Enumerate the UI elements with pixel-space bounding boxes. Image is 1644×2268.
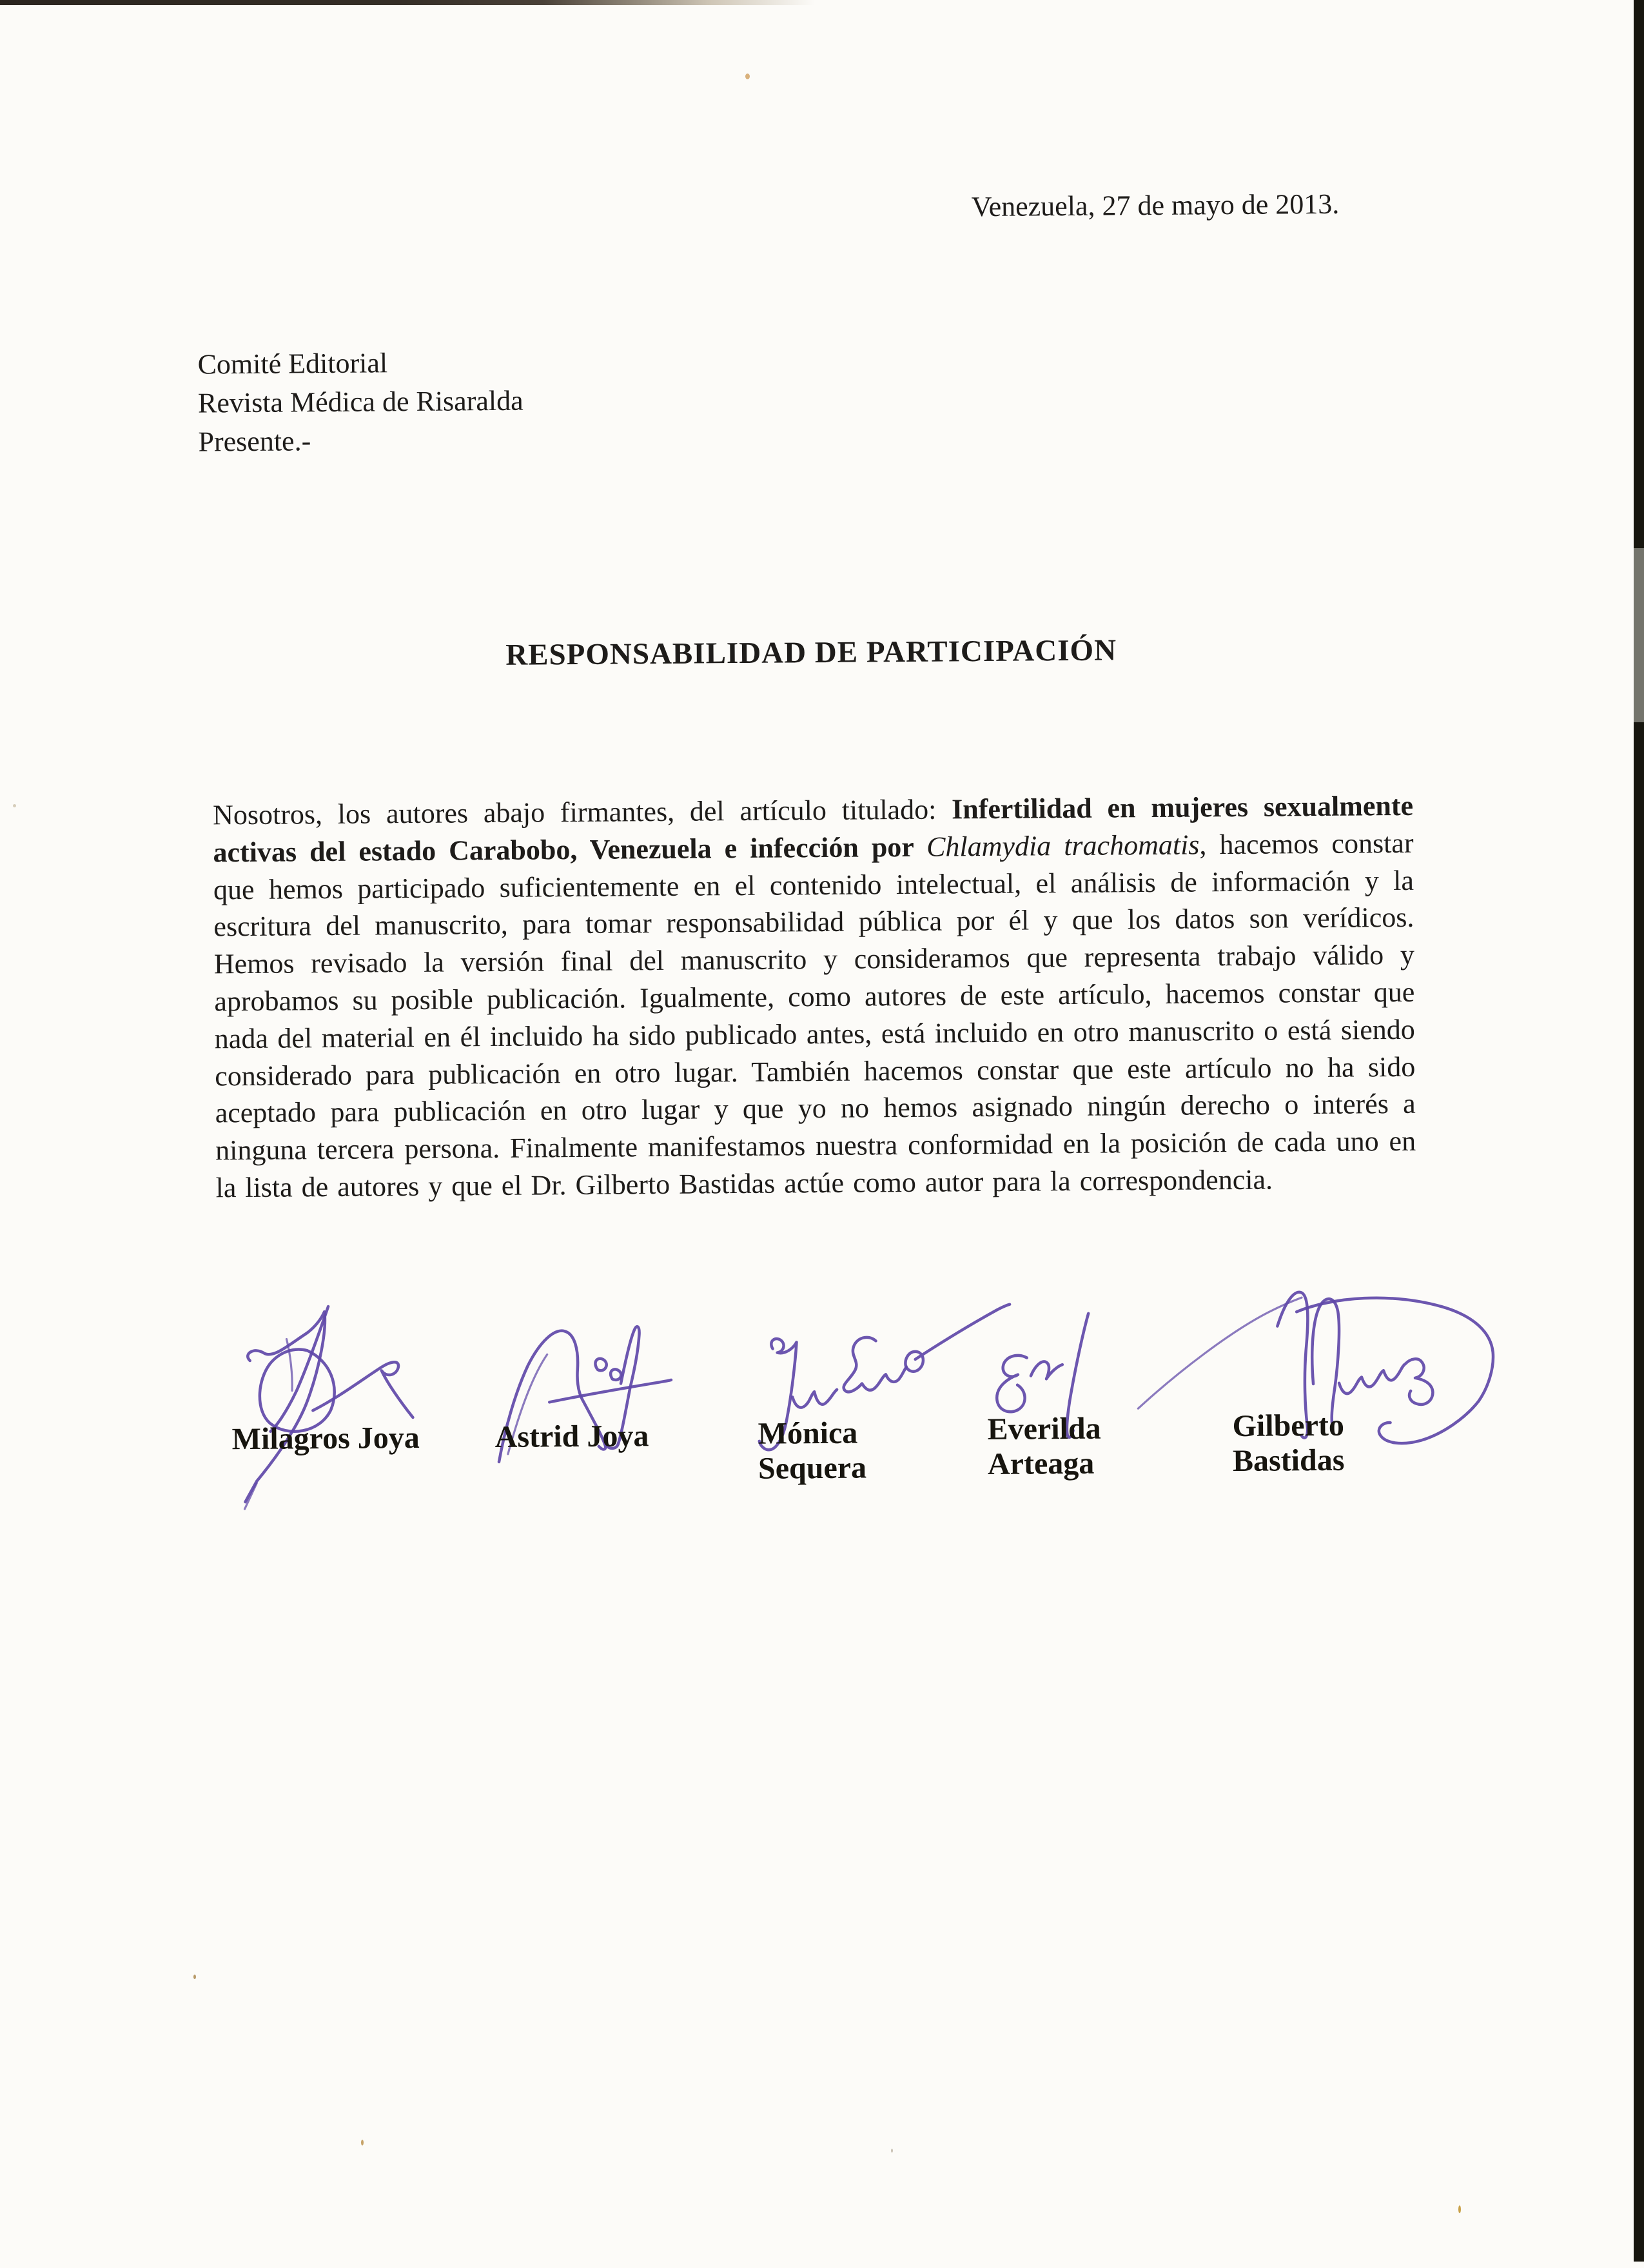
letter-title: RESPONSABILIDAD DE PARTICIPACIÓN — [505, 633, 1117, 672]
signer-name-milagros-joya: Milagros Joya — [231, 1420, 420, 1457]
signer-name-monica-sequera: Mónica Sequera — [758, 1415, 867, 1486]
scan-speck — [745, 74, 750, 79]
scan-speck — [193, 1975, 196, 1979]
letter-body — [213, 787, 1416, 1207]
signature-ink-milagros-joya — [217, 1293, 438, 1521]
recipient-block — [197, 343, 524, 462]
article-title-italic: Chlamydia trachomatis — [926, 829, 1200, 863]
signer-name-astrid-joya: Astrid Joya — [494, 1419, 649, 1455]
recipient-line-1: Comité Editorial — [197, 347, 388, 380]
body-intro: Nosotros, los autores abajo firmantes, del artículo titulado: — [212, 793, 952, 831]
date-line: Venezuela, 27 de mayo de 2013. — [971, 188, 1340, 223]
scan-speck — [13, 804, 16, 807]
recipient-line-3: Presente.- — [198, 425, 311, 458]
signer-name-everilda-arteaga: Everilda Arteaga — [987, 1411, 1101, 1482]
signer-name-gilberto-bastidas: Gilberto Bastidas — [1232, 1408, 1345, 1479]
recipient-line-2: Revista Médica de Risaralda — [197, 384, 524, 419]
scan-speck — [361, 2140, 364, 2145]
scan-speck — [1458, 2205, 1461, 2213]
body-rest: , hacemos constar que hemos participado suficientemente en el contenido intelectual, el análisis de información y la escritura del manuscrito, para tomar responsabilidad pública por él y que los datos son verídicos. Hemos revisado la versión final del manuscrito y consideramos que representa trabajo válido y aprobamos su posible publicación. Igualmente, como autores de este artículo, hacemos constar que nada del material en él incluido ha sido publicado antes, está incluido en otro manuscrito o está siendo considerado para publicación en otro lugar. También hacemos constar que este artículo no ha sido aceptado para publicación en otro lugar y que yo no hemos asignado ningún derecho o interés a ninguna tercera persona. Finalmente manifestamos nuestra conformidad en la posición de cada uno en la lista de autores y que el Dr. Gilberto Bastidas actúe como autor para la correspondencia. — [213, 827, 1416, 1204]
article-title-bold: Infertilidad en mujeres sexualmente activas del estado Carabobo, Venezuela e infección por — [213, 789, 1414, 869]
scan-speck — [891, 2149, 893, 2153]
